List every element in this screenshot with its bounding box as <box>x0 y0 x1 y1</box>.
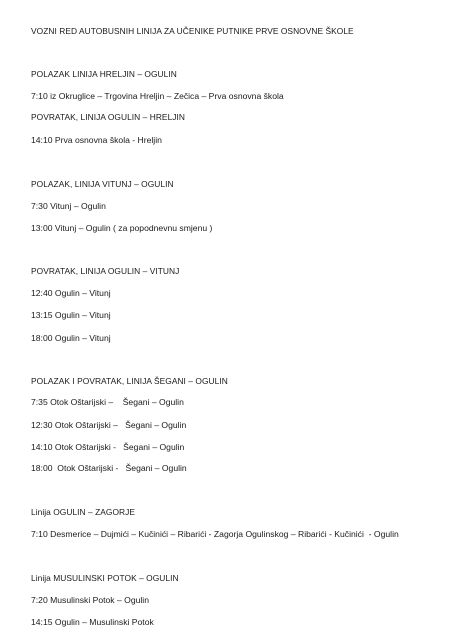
schedule-item: 18:00 Ogulin – Vitunj <box>31 333 111 343</box>
schedule-item: 13:00 Vitunj – Ogulin ( za popodnevnu smjenu ) <box>31 223 213 233</box>
schedule-item: 12:40 Ogulin – Vitunj <box>31 288 111 298</box>
schedule-item: 18:00 Otok Oštarijski - Šegani – Ogulin <box>31 463 187 473</box>
schedule-item: 14:10 Otok Oštarijski - Šegani – Ogulin <box>31 442 185 452</box>
schedule-item: 7:10 iz Okruglice – Trgovina Hreljin – Zečica – Prva osnovna škola <box>31 91 284 101</box>
section-heading-ogulin-zagorje: Linija OGULIN – ZAGORJE <box>31 507 136 517</box>
section-heading-musulinski-potok-ogulin: Linija MUSULINSKI POTOK – OGULIN <box>31 573 179 583</box>
section-heading-ogulin-vitunj: POVRATAK, LINIJA OGULIN – VITUNJ <box>31 266 180 276</box>
schedule-item: 7:20 Musulinski Potok – Ogulin <box>31 595 149 605</box>
section-heading-hreljin-ogulin: POLAZAK LINIJA HRELJIN – OGULIN <box>31 69 177 79</box>
schedule-item: 14:15 Ogulin – Musulinski Potok <box>31 617 154 627</box>
schedule-item: 7:35 Otok Oštarijski – Šegani – Ogulin <box>31 397 184 407</box>
section-heading-segani-ogulin: POLAZAK I POVRATAK, LINIJA ŠEGANI – OGULIN <box>31 376 228 386</box>
schedule-item: 13:15 Ogulin – Vitunj <box>31 310 111 320</box>
section-heading-ogulin-hreljin: POVRATAK, LINIJA OGULIN – HRELJIN <box>31 112 185 122</box>
schedule-item: 7:30 Vitunj – Ogulin <box>31 201 106 211</box>
section-heading-vitunj-ogulin: POLAZAK, LINIJA VITUNJ – OGULIN <box>31 179 174 189</box>
document-title: VOZNI RED AUTOBUSNIH LINIJA ZA UČENIKE PUTNIKE PRVE OSNOVNE ŠKOLE <box>31 26 354 36</box>
schedule-item: 12:30 Otok Oštarijski – Šegani – Ogulin <box>31 420 187 430</box>
schedule-item: 7:10 Desmerice – Dujmići – Kučinići – Ribarići - Zagorja Ogulinskog – Ribarići - Kučinići - Ogulin <box>31 529 399 539</box>
schedule-item: 14:10 Prva osnovna škola - Hreljin <box>31 135 162 145</box>
